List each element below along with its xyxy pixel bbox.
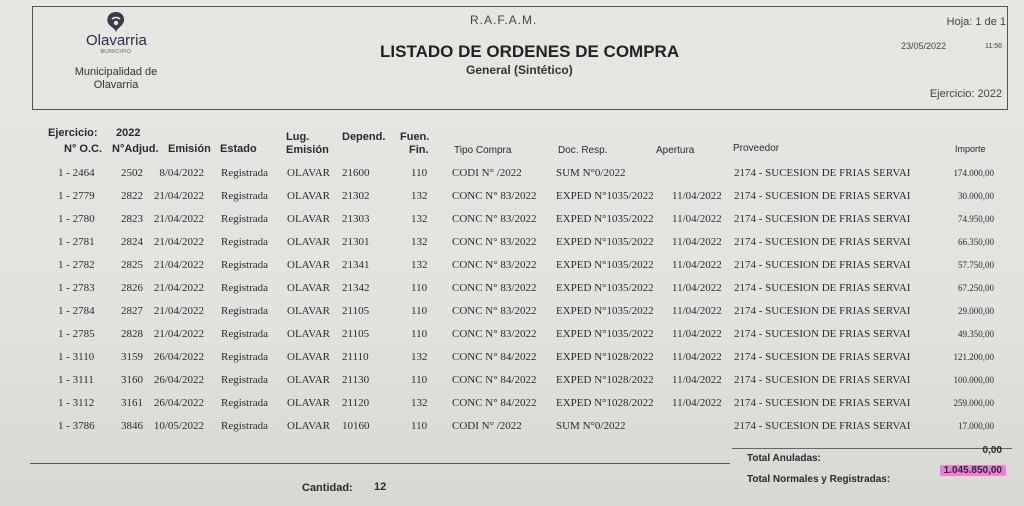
city-label: Olavarria [93,79,139,91]
table-row [0,370,1024,392]
row-importe: 49.350,00 [958,329,994,339]
logo-wordmark: Olavarria [86,32,147,49]
row-estado: Registrada [221,190,269,202]
col-apertura: Apertura [656,145,695,156]
row-adjud: 3159 [121,351,143,363]
row-emision: 21/04/2022 [153,236,204,248]
table-row [0,186,1024,208]
total-normales-highlight [940,465,1006,476]
row-fuente: 132 [411,259,428,271]
row-doc-resp: SUM N°0/2022 [556,167,626,179]
row-adjud: 2828 [121,328,143,340]
row-fuente: 110 [411,374,428,386]
row-emision: 8/04/2022 [159,167,204,179]
row-emision: 26/04/2022 [153,374,204,386]
row-emision: 21/04/2022 [153,328,204,340]
table-row [0,393,1024,415]
row-proveedor: 2174 - SUCESION DE FRIAS SERVAI [734,328,911,340]
row-estado: Registrada [221,305,269,317]
row-importe: 29.000,00 [958,306,994,316]
table-bottom-rule [30,463,730,464]
row-tipo-compra: CONC N° 83/2022 [452,190,537,202]
row-doc-resp: EXPED N°1035/2022 [556,213,654,225]
row-apertura: 11/04/2022 [672,282,722,294]
row-depend: 21301 [342,236,370,248]
row-lug: OLAVAR [287,213,330,225]
total-anuladas-label: Total Anuladas: [747,453,821,464]
ejercicio-value: 2022 [116,127,141,139]
col-fuen-1: Fuen. [400,131,430,143]
row-adjud: 2826 [121,282,143,294]
table-row [0,416,1024,438]
row-oc: 1 - 3111 [58,374,94,386]
table-row [0,209,1024,231]
table-row [0,278,1024,300]
row-depend: 21110 [342,351,369,363]
col-importe: Importe [955,144,986,154]
row-doc-resp: EXPED N°1028/2022 [556,397,654,409]
row-depend: 21105 [342,305,370,317]
municipality-label: Municipalidad de [74,66,158,78]
row-lug: OLAVAR [287,236,330,248]
row-proveedor: 2174 - SUCESION DE FRIAS SERVAI [734,305,911,317]
row-apertura: 11/04/2022 [672,374,722,386]
row-proveedor: 2174 - SUCESION DE FRIAS SERVAI [734,167,911,179]
row-apertura: 11/04/2022 [672,190,722,202]
municipality-name [60,66,172,92]
row-emision: 21/04/2022 [153,190,204,202]
row-apertura: 11/04/2022 [672,213,722,225]
row-adjud: 2822 [121,190,143,202]
row-importe: 66.350,00 [958,237,994,247]
row-depend: 21600 [342,167,370,179]
row-importe: 30.000,00 [958,191,994,201]
row-apertura: 11/04/2022 [672,397,722,409]
totals-rule [732,448,1012,449]
row-estado: Registrada [221,374,269,386]
row-tipo-compra: CONC N° 84/2022 [452,351,537,363]
row-oc: 1 - 3786 [58,420,95,432]
row-tipo-compra: CONC N° 83/2022 [452,328,537,340]
row-oc: 1 - 2783 [58,282,95,294]
row-oc: 1 - 2782 [58,259,95,271]
report-time: 11:56 [985,43,1002,50]
row-importe: 121.200,00 [953,352,994,362]
logo-subtext: MUNICIPIO [100,49,132,55]
row-doc-resp: EXPED N°1028/2022 [556,351,654,363]
row-tipo-compra: CONC N° 83/2022 [452,236,537,248]
row-proveedor: 2174 - SUCESION DE FRIAS SERVAI [734,236,911,248]
row-adjud: 2502 [121,167,143,179]
row-importe: 174.000,00 [953,168,994,178]
header-exercise: Ejercicio: 2022 [929,88,1002,100]
report-subtitle: General (Sintético) [466,63,573,77]
row-importe: 259.000,00 [953,398,994,408]
row-emision: 26/04/2022 [153,397,204,409]
row-tipo-compra: CONC N° 83/2022 [452,259,537,271]
row-apertura: 11/04/2022 [672,351,722,363]
row-oc: 1 - 3112 [58,397,95,409]
col-doc-resp: Doc. Resp. [558,145,608,156]
col-tipo-compra: Tipo Compra [454,145,512,156]
row-depend: 10160 [342,420,370,432]
row-depend: 21303 [342,213,370,225]
row-tipo-compra: CONC N° 83/2022 [452,213,537,225]
row-importe: 67.250,00 [958,283,994,293]
row-doc-resp: EXPED N°1035/2022 [556,236,654,248]
row-estado: Registrada [221,259,269,271]
row-oc: 1 - 2780 [58,213,95,225]
ejercicio-label: Ejercicio: [48,127,98,139]
row-adjud: 3846 [121,420,143,432]
col-oc: N° O.C. [64,143,103,155]
row-proveedor: 2174 - SUCESION DE FRIAS SERVAI [734,282,911,294]
row-oc: 1 - 2781 [58,236,95,248]
row-doc-resp: EXPED N°1035/2022 [556,328,654,340]
row-estado: Registrada [221,328,269,340]
row-doc-resp: SUM N°0/2022 [556,420,626,432]
row-emision: 21/04/2022 [153,282,204,294]
row-fuente: 132 [411,351,428,363]
row-apertura: 11/04/2022 [672,305,722,317]
row-fuente: 132 [411,213,428,225]
col-adjud: N°Adjud. [112,143,159,155]
row-depend: 21105 [342,328,370,340]
row-adjud: 3161 [121,397,143,409]
row-oc: 1 - 2464 [58,167,95,179]
row-apertura: 11/04/2022 [672,259,722,271]
col-proveedor: Proveedor [733,143,780,154]
row-depend: 21130 [342,374,370,386]
row-tipo-compra: CONC N° 83/2022 [452,305,537,317]
row-depend: 21120 [342,397,370,409]
row-lug: OLAVAR [287,259,330,271]
row-importe: 74.950,00 [958,214,994,224]
cantidad-label: Cantidad: [302,482,353,494]
row-proveedor: 2174 - SUCESION DE FRIAS SERVAI [734,259,911,271]
row-tipo-compra: CONC N° 83/2022 [452,282,537,294]
row-proveedor: 2174 - SUCESION DE FRIAS SERVAI [734,374,911,386]
row-emision: 26/04/2022 [153,351,204,363]
row-proveedor: 2174 - SUCESION DE FRIAS SERVAI [734,351,911,363]
row-lug: OLAVAR [287,351,330,363]
row-fuente: 110 [411,420,428,432]
col-depend: Depend. [342,131,386,143]
col-estado: Estado [220,143,257,155]
row-doc-resp: EXPED N°1028/2022 [556,374,654,386]
row-importe: 100.000,00 [953,375,994,385]
table-row [0,163,1024,185]
report-title: LISTADO DE ORDENES DE COMPRA [380,42,680,61]
row-importe: 57.750,00 [958,260,994,270]
row-estado: Registrada [221,397,269,409]
table-row [0,255,1024,277]
system-name: R.A.F.A.M. [470,13,538,27]
row-adjud: 2824 [121,236,143,248]
row-lug: OLAVAR [287,190,330,202]
row-tipo-compra: CODI N° /2022 [452,420,522,432]
row-fuente: 110 [411,282,428,294]
row-estado: Registrada [221,213,269,225]
row-emision: 10/05/2022 [153,420,204,432]
table-row [0,324,1024,346]
row-doc-resp: EXPED N°1035/2022 [556,259,654,271]
row-oc: 1 - 2779 [58,190,95,202]
row-lug: OLAVAR [287,305,330,317]
total-normales-value: 1.045.850,00 [940,465,1006,476]
col-lug-2: Emisión [286,144,329,156]
row-apertura: 11/04/2022 [672,328,722,340]
row-fuente: 110 [411,305,428,317]
row-tipo-compra: CODI N° /2022 [452,167,522,179]
municipality-logo [86,10,146,55]
col-emision: Emisión [168,143,211,155]
row-proveedor: 2174 - SUCESION DE FRIAS SERVAI [734,397,911,409]
row-doc-resp: EXPED N°1035/2022 [556,190,654,202]
total-normales-label: Total Normales y Registradas: [747,474,891,485]
row-depend: 21302 [342,190,370,202]
logo-emblem-icon [103,10,129,34]
col-fuen-2: Fin. [409,144,429,156]
row-depend: 21341 [342,259,370,271]
cantidad-value: 12 [374,481,387,493]
row-importe: 17.000,00 [958,421,994,431]
row-proveedor: 2174 - SUCESION DE FRIAS SERVAI [734,213,911,225]
row-emision: 21/04/2022 [153,259,204,271]
row-lug: OLAVAR [287,420,330,432]
row-oc: 1 - 3110 [58,351,95,363]
row-lug: OLAVAR [287,397,330,409]
row-oc: 1 - 2784 [58,305,95,317]
row-tipo-compra: CONC N° 84/2022 [452,374,537,386]
row-lug: OLAVAR [287,328,330,340]
row-depend: 21342 [342,282,370,294]
row-estado: Registrada [221,420,269,432]
row-adjud: 2825 [121,259,143,271]
row-oc: 1 - 2785 [58,328,95,340]
row-emision: 21/04/2022 [153,213,204,225]
table-row [0,301,1024,323]
row-emision: 21/04/2022 [153,305,204,317]
row-estado: Registrada [221,236,269,248]
table-row [0,347,1024,369]
col-lug-1: Lug. [286,131,310,143]
total-anuladas-value: 0,00 [982,445,1002,456]
row-adjud: 3160 [121,374,143,386]
row-estado: Registrada [221,282,269,294]
row-fuente: 110 [411,328,428,340]
row-doc-resp: EXPED N°1035/2022 [556,305,654,317]
row-proveedor: 2174 - SUCESION DE FRIAS SERVAI [734,420,911,432]
table-row [0,232,1024,254]
row-adjud: 2827 [121,305,143,317]
row-fuente: 132 [411,397,428,409]
page-number: Hoja: 1 de 1 [946,16,1006,28]
row-fuente: 132 [411,236,428,248]
report-date: 23/05/2022 [900,41,946,51]
row-apertura: 11/04/2022 [672,236,722,248]
row-fuente: 132 [411,190,428,202]
row-fuente: 110 [411,167,428,179]
row-doc-resp: EXPED N°1035/2022 [556,282,654,294]
row-lug: OLAVAR [287,167,330,179]
row-tipo-compra: CONC N° 84/2022 [452,397,537,409]
row-lug: OLAVAR [287,374,330,386]
row-proveedor: 2174 - SUCESION DE FRIAS SERVAI [734,190,911,202]
row-estado: Registrada [221,167,269,179]
row-adjud: 2823 [121,213,143,225]
row-estado: Registrada [221,351,269,363]
row-lug: OLAVAR [287,282,330,294]
